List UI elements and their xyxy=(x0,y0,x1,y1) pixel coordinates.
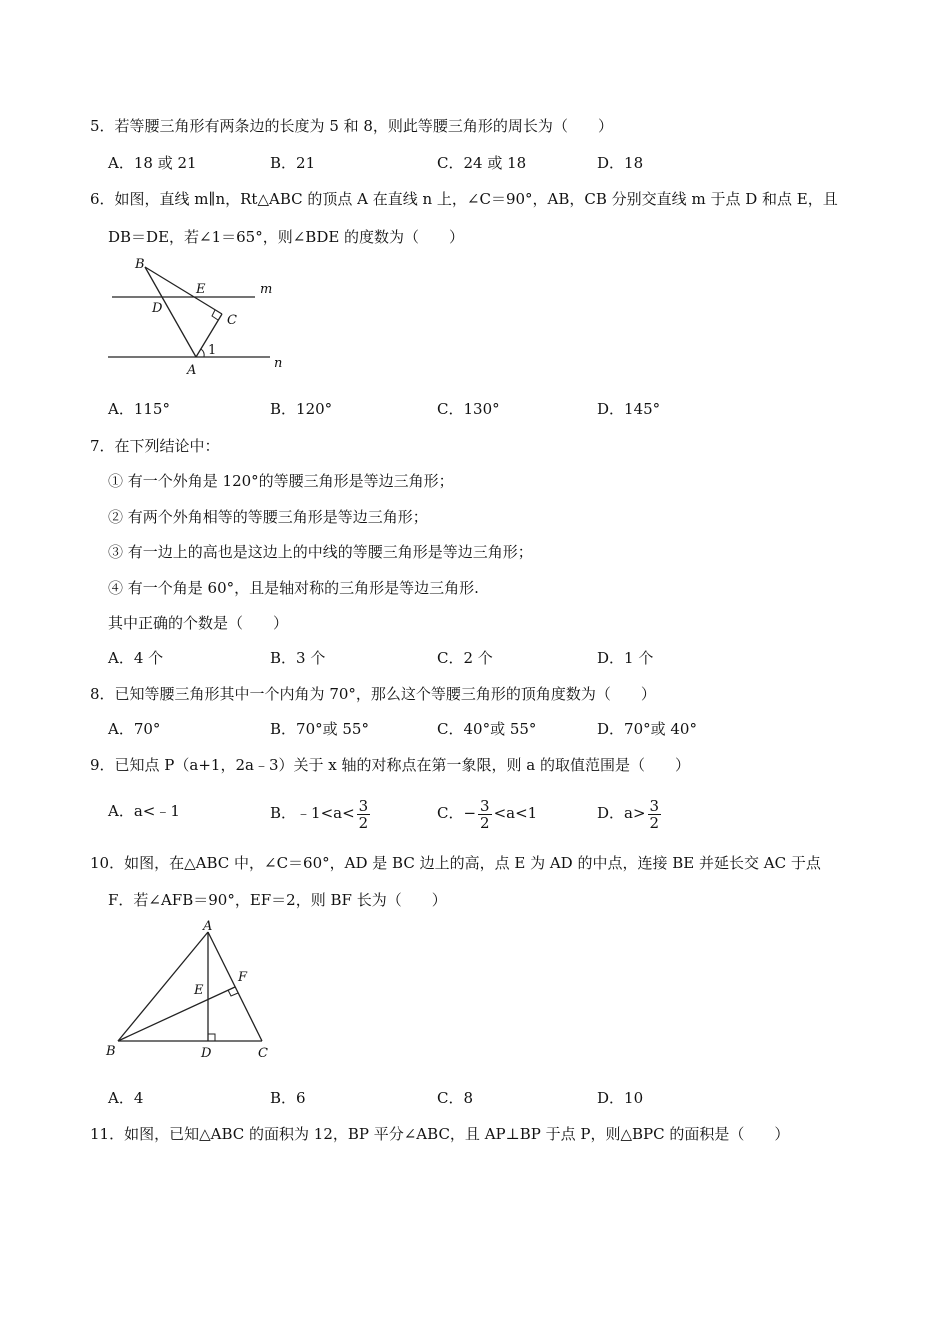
q7-prompt: 其中正确的个数是（ ） xyxy=(108,614,289,632)
q9-option-a: A．a<﹣1 xyxy=(108,802,180,820)
q10-option-d: D．10 xyxy=(597,1089,644,1107)
q7-item-4: ④ 有一个角是 60°，且是轴对称的三角形是等边三角形. xyxy=(108,579,479,597)
q8-option-c: C．40°或 55° xyxy=(437,720,537,738)
label-f: F xyxy=(238,970,248,985)
q10-option-c: C．8 xyxy=(437,1089,474,1107)
q7-item-1: ① 有一个外角是 120°的等腰三角形是等边三角形； xyxy=(108,472,454,490)
label-a: A xyxy=(203,919,213,934)
q9-option-b xyxy=(270,791,372,835)
q7-option-a: A．4 个 xyxy=(108,649,164,667)
q7-option-c: C．2 个 xyxy=(437,649,493,667)
q10-figure xyxy=(100,915,280,1065)
segment-ac xyxy=(208,932,262,1041)
label-b: B xyxy=(135,257,145,272)
q6-figure xyxy=(100,250,300,378)
label-n: n xyxy=(274,356,283,371)
label-b: B xyxy=(106,1044,116,1059)
q9-option-c xyxy=(437,791,537,835)
q7-item-3: ③ 有一边上的高也是这边上的中线的等腰三角形是等边三角形； xyxy=(108,543,533,561)
q6-option-d: D．145° xyxy=(597,400,661,418)
q6-stem-line1: 6．如图，直线 m∥n，Rt△ABC 的顶点 A 在直线 n 上，∠C＝90°，AB，CB 分别交直线 m 于点 D 和点 E，且 xyxy=(90,190,838,208)
q8-option-b: B．70°或 55° xyxy=(270,720,369,738)
fraction-3-2: $\frac{3}{2}$ xyxy=(358,796,369,832)
q9-stem: 9．已知点 P（a+1，2a﹣3）关于 x 轴的对称点在第一象限，则 a 的取值范围是（ ） xyxy=(90,756,690,774)
right-angle-marker-d xyxy=(208,1034,215,1041)
q7-stem: 7．在下列结论中： xyxy=(90,437,220,455)
q9-option-d-text: D．a> xyxy=(597,804,646,822)
label-e: E xyxy=(196,282,206,297)
angle-1-arc xyxy=(201,349,204,357)
fraction-3-2: $\frac{3}{2}$ xyxy=(649,796,660,832)
q8-stem: 8．已知等腰三角形其中一个内角为 70°，那么这个等腰三角形的顶角度数为（ ） xyxy=(90,685,656,703)
q7-item-2: ② 有两个外角相等的等腰三角形是等边三角形； xyxy=(108,508,428,526)
q9-option-c-suffix: <a<1 xyxy=(493,804,538,822)
q6-stem-line2: DB＝DE，若∠1＝65°，则∠BDE 的度数为（ ） xyxy=(108,228,465,246)
fraction-3-2: $\frac{3}{2}$ xyxy=(480,796,490,832)
label-d: D xyxy=(201,1046,212,1061)
q10-option-a: A．4 xyxy=(108,1089,144,1107)
q5-option-c: C．24 或 18 xyxy=(437,154,527,172)
label-1: 1 xyxy=(208,343,217,358)
q5-option-d: D．18 xyxy=(597,154,644,172)
q9-option-d xyxy=(597,791,663,835)
label-c: C xyxy=(258,1046,268,1061)
label-a: A xyxy=(187,363,197,378)
q10-stem-line2: F．若∠AFB＝90°，EF＝2，则 BF 长为（ ） xyxy=(108,891,447,909)
q6-option-a: A．115° xyxy=(108,400,170,418)
label-m: m xyxy=(260,282,273,297)
q10-stem-line1: 10．如图，在△ABC 中，∠C＝60°，AD 是 BC 边上的高，点 E 为 AD 的中点，连接 BE 并延长交 AC 于点 xyxy=(90,854,821,872)
q6-option-b: B．120° xyxy=(270,400,333,418)
label-d: D xyxy=(152,301,163,316)
q9-option-b-text: B．﹣1<a< xyxy=(270,804,355,822)
q8-option-a: A．70° xyxy=(108,720,161,738)
q11-stem: 11．如图，已知△ABC 的面积为 12，BP 平分∠ABC，且 AP⊥BP 于点 P，则△BPC 的面积是（ ） xyxy=(90,1125,790,1143)
q6-option-c: C．130° xyxy=(437,400,500,418)
q5-option-a: A．18 或 21 xyxy=(108,154,197,172)
q9-option-c-prefix: C．− xyxy=(437,804,477,822)
q7-option-d: D．1 个 xyxy=(597,649,654,667)
q10-option-b: B．6 xyxy=(270,1089,306,1107)
q5-option-b: B．21 xyxy=(270,154,316,172)
q5-stem: 5．若等腰三角形有两条边的长度为 5 和 8，则此等腰三角形的周长为（ ） xyxy=(90,117,613,135)
label-e: E xyxy=(194,983,204,998)
q8-option-d: D．70°或 40° xyxy=(597,720,697,738)
segment-bf xyxy=(118,987,235,1041)
label-c: C xyxy=(227,313,237,328)
q7-option-b: B．3 个 xyxy=(270,649,326,667)
